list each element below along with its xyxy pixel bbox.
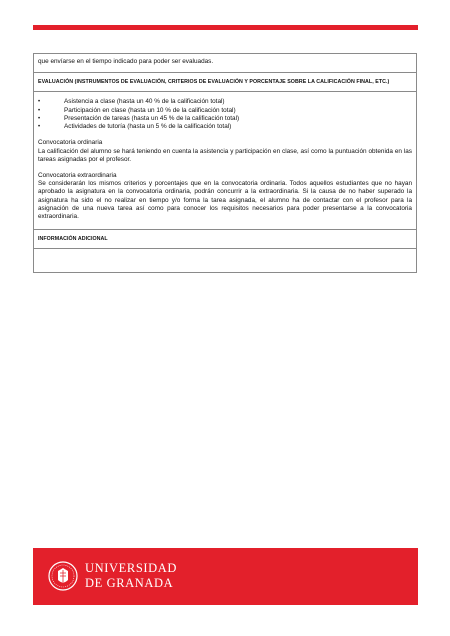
university-footer	[33, 548, 418, 605]
evaluation-list	[38, 98, 412, 131]
additional-info-body	[34, 248, 416, 272]
extraordinary-title: Convocatoria extraordinaria	[38, 172, 117, 179]
university-seal-icon	[48, 559, 78, 593]
additional-info-heading: INFORMACIÓN ADICIONAL	[34, 229, 416, 248]
logo-line-1: UNIVERSIDAD	[85, 561, 178, 575]
extraordinary-text: Se considerarán los mismos criterios y porcentajes que en la convocatoria ordinaria. Todos aquellos estudiantes que no hayan aprobado la asignatura en la convocatoria ordinaria, podrán concurrir a la extraordinaria. Si la causa de no haber superado la asignatura ha sido el no realizar en tiempo y/o forma la tarea asignada, el alumno ha de contactar con el profesor para la asignación de una nueva tarea así como para conocer los requisitos necesarios para poder presentarse a la convocatoria extraordinaria.	[38, 180, 412, 221]
intro-text: que envíarse en el tiempo indicado para poder ser evaluadas.	[38, 58, 214, 65]
university-logo-text	[85, 561, 177, 591]
evaluation-heading: EVALUACIÓN (INSTRUMENTOS DE EVALUACIÓN, CRITERIOS DE EVALUACIÓN Y PORCENTAJE SOBRE LA CALIFICACIÓN FINAL, ETC.)	[34, 72, 416, 91]
list-item: • Presentación de tareas (hasta un 45 % de la calificación total)	[38, 115, 412, 123]
evaluation-body	[34, 91, 416, 229]
logo-line-2: DE GRANADA	[85, 576, 174, 590]
ordinary-text: La calificación del alumno se hará teniendo en cuenta la asistencia y participación en clase, así como la puntuación obtenida en las tareas asignadas por el profesor.	[38, 147, 412, 163]
extraordinary-section	[38, 172, 412, 221]
list-item: • Participación en clase (hasta un 10 % de la calificación total)	[38, 107, 412, 115]
top-accent-bar	[33, 25, 418, 30]
ordinary-section	[38, 139, 412, 164]
list-item: • Actividades de tutoría (hasta un 5 % de la calificación total)	[38, 123, 412, 131]
content-table	[33, 53, 417, 273]
ordinary-title: Convocatoria ordinaria	[38, 139, 103, 147]
list-item: • Asistencia a clase (hasta un 40 % de la calificación total)	[38, 98, 412, 106]
